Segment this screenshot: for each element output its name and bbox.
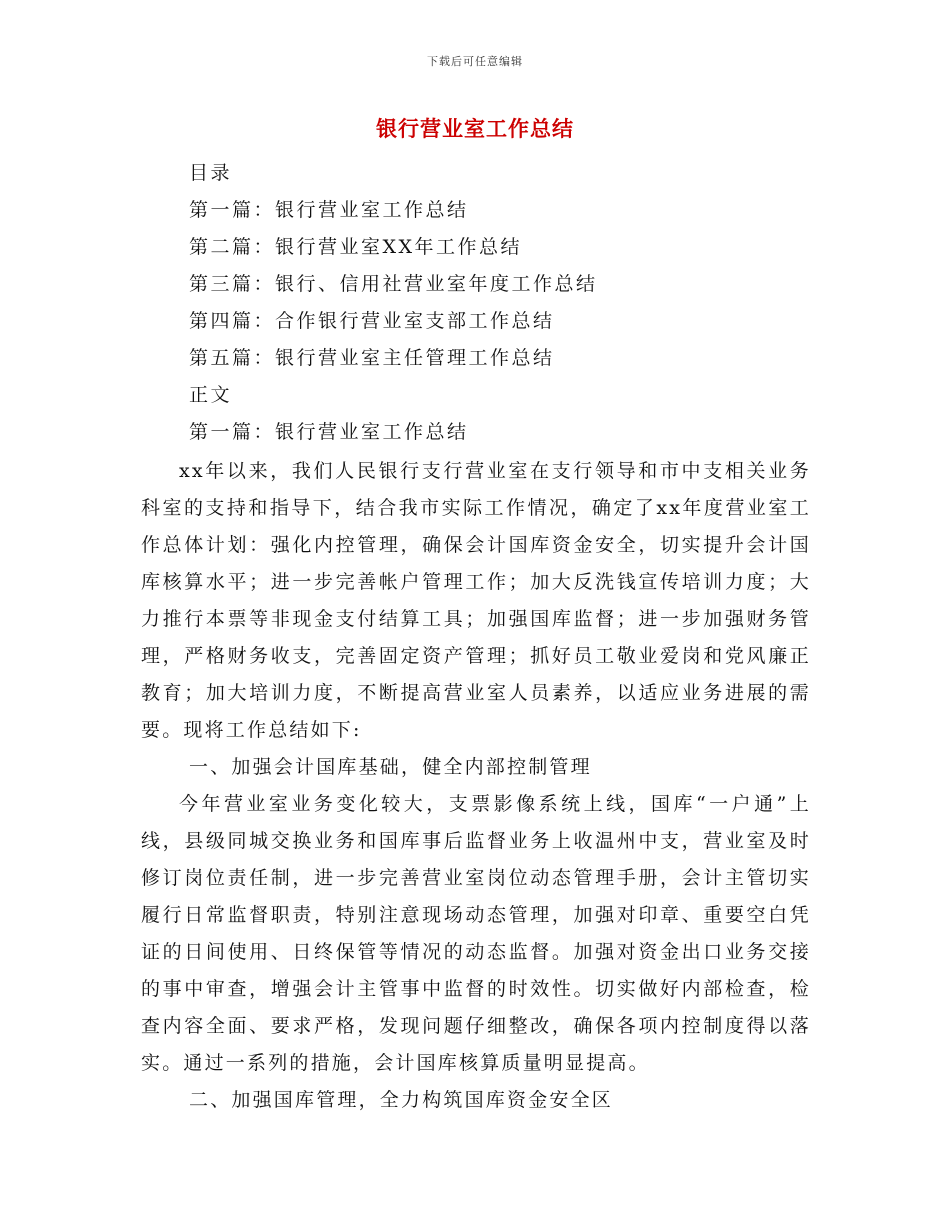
section-1-paragraph: 今年营业室业务变化较大，支票影像系统上线，国库“一户通”上线，县级同城交换业务和国库事后监督业务上收温州中支，营业室及时修订岗位责任制，进一步完善营业室岗位动态管理手册，会计主管切实履行日常监督职责，特别注意现场动态管理，加强对印章、重要空白凭证的日间使用、日终保管等情况的动态监督。加强对资金出口业务交接的事中审查，增强会计主管事中监督的时效性。切实做好内部检查，检查内容全面、要求严格，发现问题仔细整改，确保各项内控制度得以落实。通过一系列的措施，会计国库核算质量明显提高。 [141, 793, 811, 1074]
header-note: 下载后可任意编辑 [427, 55, 523, 68]
intro-paragraph: xx年以来，我们人民银行支行营业室在支行领导和市中支相关业务科室的支持和指导下，结合我市实际工作情况，确定了xx年度营业室工作总体计划：强化内控管理，确保会计国库资金安全，切实提升会计国库核算水平；进一步完善帐户管理工作；加大反洗钱宣传培训力度；大力推行本票等非现金支付结算工具；加强国库监督；进一步加强财务管理，严格财务收支，完善固定资产管理；抓好员工敬业爱岗和党风廉正教育；加大培训力度，不断提高营业室人员素养，以适应业务进展的需要。现将工作总结如下: [141, 460, 811, 741]
toc-item: 第五篇：银行营业室主任管理工作总结 [189, 347, 555, 369]
table-of-contents [189, 157, 829, 453]
toc-item: 第三篇：银行、信用社营业室年度工作总结 [189, 273, 598, 295]
toc-item: 第四篇：合作银行营业室支部工作总结 [189, 310, 555, 332]
chapter-title: 第一篇：银行营业室工作总结 [189, 421, 469, 443]
section-heading-2: 二、加强国库管理，全力构筑国库资金安全区 [189, 1089, 614, 1111]
toc-label: 目录 [189, 162, 233, 184]
body-label: 正文 [189, 384, 233, 406]
toc-item: 第二篇：银行营业室XX年工作总结 [189, 236, 523, 258]
section-heading-1: 一、加强会计国库基础，健全内部控制管理 [189, 756, 592, 778]
toc-item: 第一篇：银行营业室工作总结 [189, 199, 469, 221]
document-title: 银行营业室工作总结 [376, 117, 574, 141]
